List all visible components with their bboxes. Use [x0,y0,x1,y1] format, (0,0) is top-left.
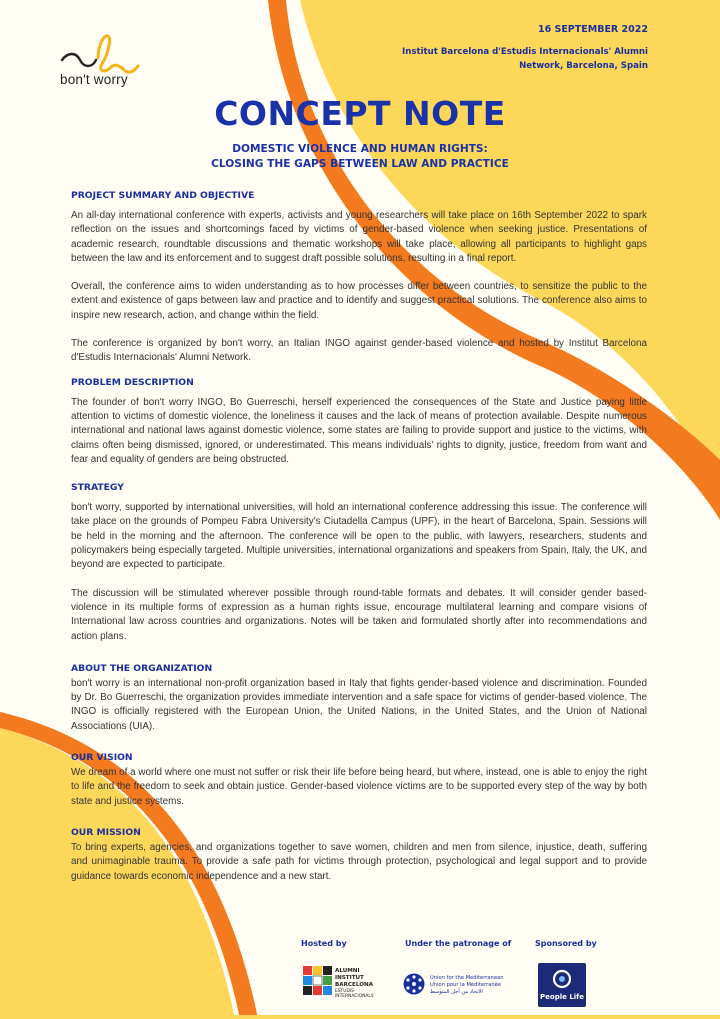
sponsor-name: People Life [540,993,584,1001]
sponsored-by-label: Sponsored by [535,939,597,948]
alumni-line: INSTITUT [335,975,364,981]
ufm-line: Union pour la Méditerranée [430,982,502,988]
section-paragraph: The founder of bon't worry INGO, Bo Guerreschi, herself experienced the consequences of the State and Justice paying little attention to victims of domestic violence, the loneliness it causes and the lack of means of protection available. Despite numerous international and national laws against domestic violence, some states are failing to provide support and justice to the victims, with claims often being dismissed, ignored, or underestimated. This means individuals' rights to dignity, justice, freedom from want and fear and equality of genders are being obstructed. [71,396,647,465]
section-project-summary [71,190,647,366]
section-strategy [71,482,647,644]
event-venue: Institut Barcelona d'Estudis Internacionals' Alumni Network, Barcelona, Spain [402,47,648,71]
section-our-mission [71,827,647,884]
section-heading: ABOUT THE ORGANIZATION [71,662,213,674]
alumni-line: ESTUDIS [335,989,354,994]
section-paragraph: The discussion will be stimulated wherever possible through round-table formats and debates. It will consider gender based-violence in its multiple forms of expression as a human rights issue, encourage multilateral learning and compare visions of International law across countries and organizations. Notes will be taken and formulated shortly after into recommendations and action plans. [71,587,647,642]
ufm-line: الاتحاد من أجل المتوسط [430,989,483,995]
people-life-logo-icon [538,963,586,1007]
section-heading: STRATEGY [71,482,124,494]
alumni-ibei-logo-icon [303,964,375,1002]
section-heading: PROBLEM DESCRIPTION [71,376,194,388]
event-date: 16 SEPTEMBER 2022 [537,24,648,35]
section-paragraph: Overall, the conference aims to widen understanding as to how processes differ between countries, to sensitize the public to the extent and existence of gaps between law and practice and to identify and suggest practical solutions. The conference also aims to inspire new research, action, and change within the field. [71,281,647,321]
section-our-vision [71,752,647,809]
section-heading: PROJECT SUMMARY AND OBJECTIVE [71,190,255,201]
section-heading: OUR VISION [71,752,133,764]
section-paragraph: bon't worry is an international non-profit organization based in Italy that fights gender-based violence and discrimination. Founded by Dr. Bo Guerreschi, the organization provides immediate intervention and a safe space for victims of gender-based violence. The INGO is officially registered with the European Union, the United Nations, in the United States, and the Union of National Associations (UIA). [71,677,647,732]
section-paragraph: We dream of a world where one must not suffer or risk their life before being heard, but where, instead, one is able to enjoy the right to life and the freedom to seek and obtain justice. Gender-based violence victims are to be supported every step of the way by both state and justice systems. [71,767,647,807]
ufm-logo-icon [402,968,522,1000]
section-heading: OUR MISSION [71,826,141,838]
event-meta [388,24,648,73]
section-paragraph: An all-day international conference with experts, activists and young researchers will take place on 16th September 2022 to spark reflection on the issues and shortcomings faced by victims of gender-based violence when seeking justice. Presentations of academic research, roundtable discussions and thematic workshops will take place, allowing all participants to highlight gaps between the law and its enforcement and to suggest draft possible solutions, resulting in a final report. [71,210,647,264]
patronage-label: Under the patronage of [405,939,512,948]
subtitle-line: DOMESTIC VIOLENCE AND HUMAN RIGHTS: [232,143,488,155]
ufm-line: Union for the Mediterranean [430,975,504,981]
subtitle-line: CLOSING THE GAPS BETWEEN LAW AND PRACTICE [211,158,509,170]
section-paragraph: To bring experts, agencies, and organizations together to save women, children and men from silence, injustice, death, suffering and unimaginable trauma. To provide a safe path for victims through protection, psychological and legal support and to provide guidance towards economic independence and a new start. [71,841,647,882]
bottom-edge-yellow [0,1015,720,1019]
section-paragraph: The conference is organized by bon't worry, an Italian INGO against gender-based violence and hosted by Institut Barcelona d'Estudis Internacionals' Alumni Network. [71,338,647,364]
brand-name: bon't worry [60,72,128,87]
page-subtitle [0,142,720,172]
section-paragraph: bon't worry, supported by international universities, will hold an international conference addressing this issue. The conference will take place on the grounds of Pompeu Fabra University's Ciutadella Campus (UPF), in the heart of Barcelona, Spain. Sessions will be held in the morning and the afternoon. The conference will be open to the public, with lawyers, researchers, students and policymakers being especially targeted. Multiple universities, international organizations and speakers from Spain, Italy, the UK, and beyond are expected to participate. [71,502,647,571]
section-about-organization [71,663,647,734]
alumni-line: INTERNACIONALS [335,994,374,999]
section-problem-description [71,377,647,467]
main-content [71,190,647,884]
alumni-line: BARCELONA [335,982,373,988]
alumni-line: ALUMNI [335,968,360,974]
page-title: CONCEPT NOTE [214,94,506,133]
hosted-by-label: Hosted by [301,939,347,948]
